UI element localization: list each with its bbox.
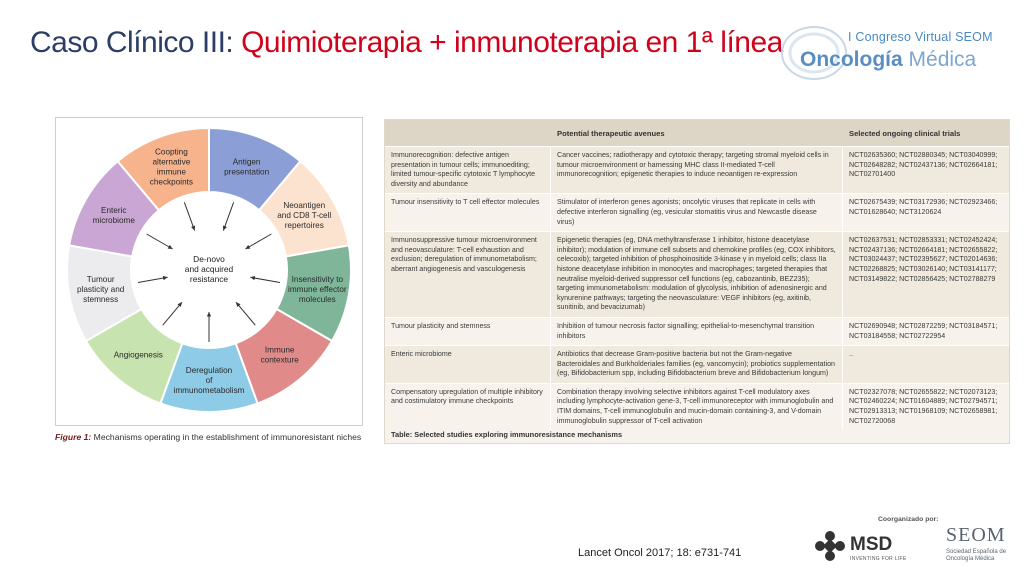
seom-name: SEOM [946,524,1006,546]
reference-citation: Lancet Oncol 2017; 18: e731-741 [578,547,742,559]
congress-label: I Congreso Virtual SEOM [848,30,993,44]
cell-avenues: Cancer vaccines; radiotherapy and cytotoxic therapy; targeting stromal myeloid cells in tumour microenvironment or harnessing MHC class II-mediated T-cell immunorecognition; epigenetic therapies to induce neoantigen re-expression [551,147,843,193]
wheel-segment-label: Antigen presentation [224,157,270,177]
wheel-segment-label: Coopting alternative immune checkpoints [149,147,194,187]
table-header-avenues: Potential therapeutic avenues [557,128,665,138]
table-row [385,146,1009,193]
table-header-trials: Selected ongoing clinical trials [849,128,961,138]
cell-mechanism: Immunosuppressive tumour microenvironment and neovasculature: T-cell exhaustion and exclusion; deregulation of immunometabolism; aberrant angiogenesis and vasculogenesis [385,232,551,317]
table-row [385,345,1009,383]
table-row [385,383,1009,430]
cell-avenues: Antibiotics that decrease Gram-positive bacteria but not the Gram-negative Bacteroidales and Burkholderiales families (eg, vancomycin); probiotics supplementation (eg, Bifidobacterium spp, including Bifidobacterium breve and Bifidobacterium longum) [551,346,843,383]
seom-logo [944,524,1024,570]
cell-trials: NCT02675439; NCT03172936; NCT02923466; NCT01628640; NCT3120624 [849,198,998,216]
title-highlight: Quimioterapia + inmunoterapia en 1ª línea [241,26,783,59]
brand-name-part1: Oncología [800,48,903,71]
cell-avenues: Combination therapy involving selective inhibitors against T-cell modulatory axes including lymphocyte-activation gene-3, T-cell immunoreceptor with immunoglobulin and ITIM domains, T-cell immunoglobulin and mucin-domain containing-3, and V-domain immunoglobulin suppressor of T-cell activation [551,384,843,430]
msd-tagline: INVENTING FOR LIFE [850,556,907,562]
immunoresistance-table [384,119,1010,444]
msd-logo [814,530,934,566]
cell-trials: NCT02635360; NCT02880345; NCT03040999; NCT02648282; NCT02437136; NCT02664181; NCT02701400 [849,151,998,179]
cell-mechanism: Immunorecognition: defective antigen presentation in tumour cells; immunoediting; limited tumour-specific cytotoxic T lymphocyte diversity and abundance [385,147,551,193]
table-row [385,317,1009,345]
cell-avenues: Epigenetic therapies (eg, DNA methyltransferase 1 inhibitor, histone deacetylase inhibitor); modulation of immune cell subsets and chemokine profiles (eg, COX inhibitors, celecoxib); targeted inhibition of phosphoinositide 3-kinase γ in myeloid cells; class IIa histone deacetylase inhibition in monocytes and macrophages; targeted therapies that neutralise myeloid-derived suppressor cell functions (eg, cabozantinib, BEZ235); targeting immunometabolism: modulation of glycolysis, inhibition of adenosinergic and kynurenine pathways; targeting the neovasculature: VEGF inhibitors (eg, axitinib, sunitinib, and bevacizumab) [551,232,843,317]
wheel-segment-label: Deregulation of immunometabolism [173,366,245,395]
wheel-segment-label: Neoantigen and CD8 T-cell repertoires [277,201,332,230]
wheel-segment-label: Angiogenesis [113,350,163,360]
cell-mechanism: Enteric microbiome [385,346,551,383]
oncologia-medica-logo [778,22,1008,84]
table-caption: Table: Selected studies exploring immunoresistance mechanisms [391,430,623,439]
wheel-segment-label: Immune contexture [260,345,299,365]
brand-name [800,48,976,72]
cell-trials: NCT02637531; NCT02853331; NCT02452424; NCT02437136; NCT02664181; NCT02655822; NCT03024437; NCT02395627; NCT02014636; NCT02268825; NCT03026140; NCT03141177; NCT03149822; NCT02856425; NCT02788279 [849,236,998,283]
figure-caption-label: Figure 1: [55,432,92,442]
msd-emblem-icon [814,530,846,562]
cell-trials: NCT02690948; NCT02872259; NCT03184571; NCT03184558; NCT02722954 [849,321,998,340]
figure-caption-text: Mechanisms operating in the establishment of immunoresistant niches [91,432,362,442]
wheel-segment-label: Enteric microbiome [92,206,135,225]
cell-trials: .. [849,350,853,359]
wheel-segment-label: Tumour plasticity and stemness [76,275,125,305]
slide-title [30,26,783,60]
cell-trials: NCT02327078; NCT02655822; NCT02073123; NCT02460224; NCT01604889; NCT02794571; NCT02913313; NCT01968109; NCT02658981; NCT02720068 [849,387,998,425]
seom-subtitle: Sociedad Española de Oncología Médica [946,549,1007,562]
table-row [385,231,1009,317]
cell-avenues: Stimulator of interferon genes agonists; oncolytic viruses that replicate in cells with defective interferon signalling (eg, vesicular stomatitis virus and Newcastle disease virus) [551,194,843,231]
coorganized-label: Coorganizado por: [878,516,939,523]
cell-mechanism: Compensatory upregulation of multiple inhibitory and costimulatory immune checkpoints [385,384,551,430]
figure-caption [55,432,375,443]
wheel-segment-label: Insensitivity to immune effector molecules [288,275,347,305]
table-body [385,146,1009,430]
table-header-row [385,120,1009,146]
table-row [385,193,1009,231]
cell-mechanism: Tumour insensitivity to T cell effector molecules [385,194,551,231]
msd-name: MSD [850,534,893,555]
title-prefix: Caso Clínico III: [30,26,242,59]
center-label: De-novo and acquired resistance [184,254,234,284]
cell-mechanism: Tumour plasticity and stemness [385,318,551,345]
cell-avenues: Inhibition of tumour necrosis factor signalling; epithelial-to-mesenchymal transition inhibitors [551,318,843,345]
figure-1-panel [55,117,363,426]
resistance-mechanisms-wheel [56,118,362,425]
brand-name-part2: Médica [902,48,977,71]
